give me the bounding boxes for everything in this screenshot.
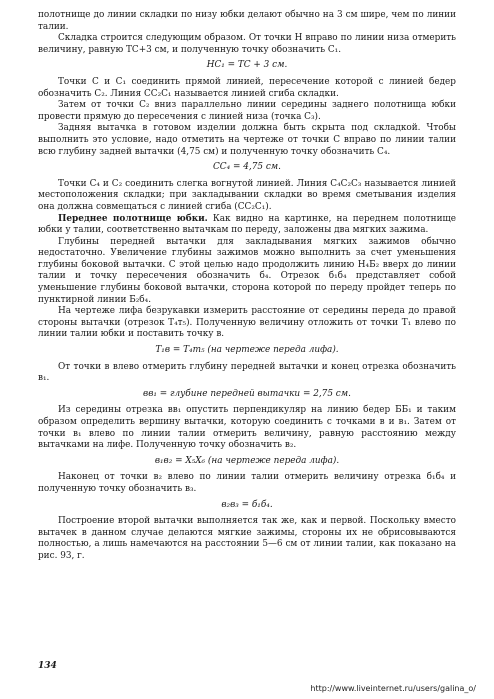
paragraph-text: Т₁в = Т₄т₅ (на чертеже переда лифа). <box>155 345 339 356</box>
paragraph <box>38 179 456 214</box>
paragraph-text: Затем от точки C₂ вниз параллельно линии середины заднего полотнища юбки провести прямую до пересечения с линией низа (точка C₃). <box>38 100 456 122</box>
formula <box>38 60 456 72</box>
paragraph <box>38 516 456 562</box>
paragraph-text: Задняя вытачка в готовом изделии должна быть скрыта под складкой. Чтобы выполнить это условие, надо отметить на чертеже от точки C вправо по линии талии всю глубину задней вытачки (4,75 см) и полученную точку обозначить C₄. <box>38 123 456 157</box>
paragraph <box>38 10 456 33</box>
paragraph <box>38 123 456 158</box>
formula <box>38 500 456 512</box>
paragraph <box>38 100 456 123</box>
paragraph-text: Как видно на картинке, на переднем полотнище юбки у талии, соответственно вытачкам по переду, заложены два мягких зажима. <box>38 213 456 236</box>
paragraph <box>38 214 456 237</box>
paragraph-text: полотнище до линии складки по низу юбки делают обычно на 3 см шире, чем по линии талии. <box>38 10 456 32</box>
formula <box>38 345 456 357</box>
paragraph <box>38 472 456 495</box>
paragraph <box>38 306 456 341</box>
paragraph-text: От точки в влево отмерить глубину передней вытачки и конец отрезка обозначить в₁. <box>38 361 456 384</box>
paragraph-text: Точки C₄ и C₂ соединить слегка вогнутой линией. Линия C₄C₂C₃ называется линией местоположения складки; при закладывании складки во время сметывания изделия она должна совмещаться с линией сгиба (CC₂C₁). <box>38 178 456 212</box>
page-body <box>38 10 456 563</box>
paragraph-text: Точки C и C₁ соединить прямой линией, пересечение которой с линией бедер обозначить C₂. Линия CC₂C₁ называется линией сгиба складки. <box>38 76 456 99</box>
formula <box>38 389 456 401</box>
paragraph-text: На чертеже лифа безрукавки измерить расстояние от середины переда до правой стороны вытачки (отрезок Т₄т₅). Полученную величину отложить от точки Т₁ влево по линии талии юбки и поставить точку в. <box>38 306 456 340</box>
paragraph <box>38 362 456 385</box>
formula <box>38 456 456 468</box>
watermark-url: http://www.liveinternet.ru/users/galina_o/ <box>310 684 476 693</box>
paragraph-text: в₂в₃ = б₁б₄. <box>221 499 273 510</box>
paragraph-text: Глубины передней вытачки для закладывания мягких зажимов обычно недостаточно. Увеличение глубины зажимов можно выполнить за счет уменьшения глубины боковой вытачки. С этой целью надо продолжить линию Н₄Б₂ вверх до линии талии и точку пересечения обозначить б₄. Отрезок б₁б₄ представляет собой уменьшение глубины боковой вытачки, сторона которой по переду пройдет теперь по пунктирной линии Б₂б₄. <box>38 236 456 305</box>
paragraph <box>38 237 456 307</box>
paragraph-text: в₁в₂ = Х₅Х₆ (на чертеже переда лифа). <box>154 455 340 466</box>
paragraph-text: CC₄ = 4,75 см. <box>213 162 281 173</box>
paragraph-text: Наконец от точки в₂ влево по линии талии отмерить величину отрезка б₁б₄ и полученную точку обозначить в₃. <box>38 472 456 494</box>
paragraph-text: Построение второй вытачки выполняется так же, как и первой. Поскольку вместо вытачек в данном случае делаются мягкие зажимы, стороны их не обрисовываются полностью, а лишь намечаются на расстоянии 5—6 см от линии талии, как показано на рис. 93, г. <box>38 516 456 561</box>
paragraph <box>38 405 456 451</box>
paragraph <box>38 33 456 56</box>
section-heading: Переднее полотнище юбки. <box>58 213 208 224</box>
paragraph <box>38 77 456 100</box>
formula <box>38 162 456 174</box>
paragraph-text: HC₁ = TC + 3 см. <box>206 60 288 71</box>
paragraph-text: Из середины отрезка вв₁ опустить перпендикуляр на линию бедер ББ₁ и таким образом определить вершину вытачки, которую соединить с точками в и в₁. Затем от точки в₁ влево по линии талии отмерить величину, равную расстоянию между вытачками на лифе. Полученную точку обозначить в₂. <box>38 405 456 451</box>
paragraph-text: вв₁ = глубине передней вытачки = 2,75 см. <box>143 388 351 399</box>
page-number: 134 <box>38 661 57 671</box>
paragraph-text: Складка строится следующим образом. От точки H вправо по линии низа отмерить величину, равную TC+3 см, и полученную точку обозначить C₁. <box>38 33 456 55</box>
